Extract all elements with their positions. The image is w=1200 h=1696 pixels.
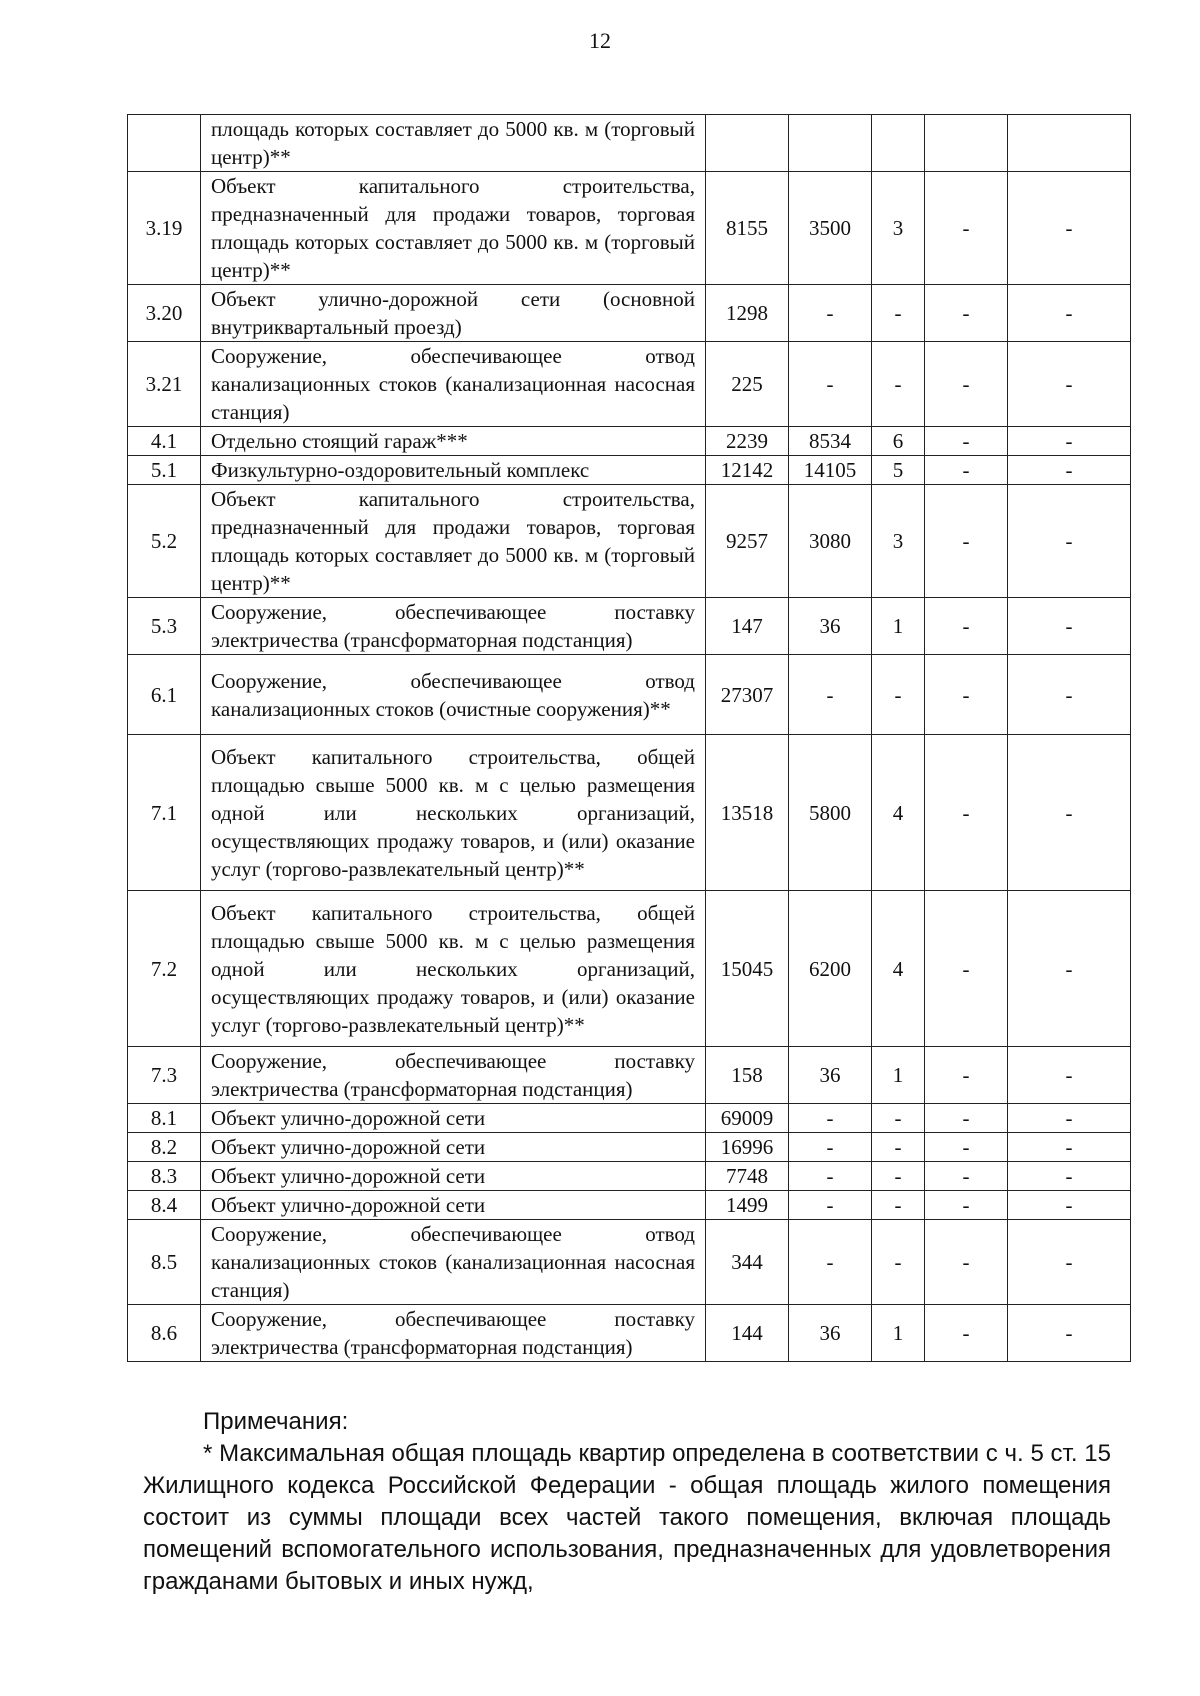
table-row [128,735,1131,891]
row-number: 5.3 [128,598,201,655]
row-value-1: 2239 [706,427,789,456]
row-value-3: 3 [872,172,925,285]
row-value-3: 1 [872,1047,925,1104]
row-value-4: - [925,1220,1008,1305]
row-value-3: 1 [872,598,925,655]
row-value-5: - [1008,1133,1131,1162]
row-number: 8.5 [128,1220,201,1305]
row-value-2 [789,115,872,172]
row-value-4: - [925,485,1008,598]
table-row [128,1191,1131,1220]
row-description: Отдельно стоящий гараж*** [201,427,706,456]
row-value-2: - [789,1133,872,1162]
row-value-2: 5800 [789,735,872,891]
row-number: 8.4 [128,1191,201,1220]
row-value-1: 147 [706,598,789,655]
row-number: 7.3 [128,1047,201,1104]
row-value-3: 4 [872,891,925,1047]
row-value-4: - [925,598,1008,655]
row-description: Сооружение, обеспечивающее отвод канализационных стоков (канализационная насосная станция) [201,342,706,427]
row-number: 7.2 [128,891,201,1047]
row-value-5: - [1008,1162,1131,1191]
row-value-4: - [925,342,1008,427]
row-value-1: 16996 [706,1133,789,1162]
table-row [128,1220,1131,1305]
row-description: Объект улично-дорожной сети [201,1104,706,1133]
row-value-2: 36 [789,1047,872,1104]
row-value-2: 36 [789,1305,872,1362]
row-value-5: - [1008,735,1131,891]
row-value-2: 3500 [789,172,872,285]
table-row [128,115,1131,172]
row-value-5: - [1008,891,1131,1047]
row-value-2: 14105 [789,456,872,485]
row-value-1: 144 [706,1305,789,1362]
row-number: 6.1 [128,655,201,735]
row-value-4: - [925,1104,1008,1133]
table-row [128,598,1131,655]
row-value-4: - [925,655,1008,735]
row-description: Сооружение, обеспечивающее отвод канализационных стоков (канализационная насосная станция) [201,1220,706,1305]
row-number: 4.1 [128,427,201,456]
row-value-5: - [1008,1104,1131,1133]
row-value-5: - [1008,598,1131,655]
row-description: Сооружение, обеспечивающее отвод канализационных стоков (очистные сооружения)** [201,655,706,735]
table-row [128,285,1131,342]
table-row [128,1104,1131,1133]
row-description: Сооружение, обеспечивающее поставку электричества (трансформаторная подстанция) [201,598,706,655]
row-value-4: - [925,456,1008,485]
row-value-1: 13518 [706,735,789,891]
row-description: Объект капитального строительства, общей площадью свыше 5000 кв. м с целью размещения одной или нескольких организаций, осуществляющих продажу товаров, и (или) оказание услуг (торгово-развлекательный центр)** [201,891,706,1047]
row-value-2: 3080 [789,485,872,598]
row-value-1: 12142 [706,456,789,485]
row-value-2: - [789,1220,872,1305]
row-value-3: 4 [872,735,925,891]
row-description: Объект капитального строительства, общей площадью свыше 5000 кв. м с целью размещения одной или нескольких организаций, осуществляющих продажу товаров, и (или) оказание услуг (торгово-развлекательный центр)** [201,735,706,891]
row-value-3: 3 [872,485,925,598]
row-number: 3.20 [128,285,201,342]
row-number: 5.2 [128,485,201,598]
row-value-1: 1298 [706,285,789,342]
row-value-5: - [1008,1191,1131,1220]
row-value-1 [706,115,789,172]
row-value-1: 27307 [706,655,789,735]
table-body [128,115,1131,1362]
row-value-5: - [1008,1220,1131,1305]
row-value-4: - [925,1191,1008,1220]
table-row [128,891,1131,1047]
row-description: Сооружение, обеспечивающее поставку электричества (трансформаторная подстанция) [201,1305,706,1362]
row-number: 5.1 [128,456,201,485]
row-value-5: - [1008,1305,1131,1362]
row-value-3: - [872,655,925,735]
row-value-5: - [1008,485,1131,598]
page-number: 12 [589,28,611,53]
table-row [128,485,1131,598]
row-description: Объект капитального строительства, предназначенный для продажи товаров, торговая площадь которых составляет до 5000 кв. м (торговый центр)** [201,172,706,285]
row-value-1: 158 [706,1047,789,1104]
table-row [128,172,1131,285]
row-value-2: - [789,285,872,342]
row-value-4: - [925,1305,1008,1362]
row-value-2: 8534 [789,427,872,456]
row-number: 3.21 [128,342,201,427]
row-value-3: - [872,1220,925,1305]
row-value-5: - [1008,172,1131,285]
row-description: Объект улично-дорожной сети [201,1162,706,1191]
row-number: 8.3 [128,1162,201,1191]
row-value-5 [1008,115,1131,172]
row-number: 8.1 [128,1104,201,1133]
row-value-4: - [925,735,1008,891]
row-value-5: - [1008,342,1131,427]
row-value-4: - [925,1133,1008,1162]
row-number: 8.2 [128,1133,201,1162]
row-value-1: 344 [706,1220,789,1305]
row-value-4: - [925,891,1008,1047]
row-value-3: 6 [872,427,925,456]
row-value-1: 9257 [706,485,789,598]
row-value-1: 7748 [706,1162,789,1191]
row-value-2: - [789,1191,872,1220]
row-value-4: - [925,1047,1008,1104]
row-value-5: - [1008,456,1131,485]
row-value-3: - [872,1162,925,1191]
row-value-3: 1 [872,1305,925,1362]
table-row [128,456,1131,485]
row-value-3: - [872,285,925,342]
row-value-1: 69009 [706,1104,789,1133]
row-value-3: - [872,1133,925,1162]
table-row [128,1305,1131,1362]
row-value-4: - [925,172,1008,285]
row-value-5: - [1008,1047,1131,1104]
table-row [128,1047,1131,1104]
row-description: площадь которых составляет до 5000 кв. м (торговый центр)** [201,115,706,172]
row-number: 3.19 [128,172,201,285]
row-value-3: - [872,1104,925,1133]
row-description: Объект улично-дорожной сети [201,1191,706,1220]
row-value-3: - [872,1191,925,1220]
row-value-2: - [789,1162,872,1191]
row-value-1: 1499 [706,1191,789,1220]
row-value-2: 36 [789,598,872,655]
table-row [128,427,1131,456]
row-number: 8.6 [128,1305,201,1362]
notes-title: Примечания: [203,1408,349,1435]
row-value-1: 8155 [706,172,789,285]
notes-section [143,1406,1111,1598]
row-description: Сооружение, обеспечивающее поставку электричества (трансформаторная подстанция) [201,1047,706,1104]
row-number [128,115,201,172]
row-value-4: - [925,1162,1008,1191]
row-description: Физкультурно-оздоровительный комплекс [201,456,706,485]
row-value-1: 15045 [706,891,789,1047]
row-number: 7.1 [128,735,201,891]
table-row [128,342,1131,427]
row-description: Объект капитального строительства, предназначенный для продажи товаров, торговая площадь которых составляет до 5000 кв. м (торговый центр)** [201,485,706,598]
row-value-1: 225 [706,342,789,427]
row-value-2: - [789,342,872,427]
table-row [128,655,1131,735]
row-value-4 [925,115,1008,172]
table-row [128,1133,1131,1162]
row-value-2: - [789,1104,872,1133]
table-row [128,1162,1131,1191]
row-value-2: - [789,655,872,735]
row-value-5: - [1008,655,1131,735]
row-value-4: - [925,427,1008,456]
row-value-3: - [872,342,925,427]
row-description: Объект улично-дорожной сети (основной внутриквартальный проезд) [201,285,706,342]
land-use-table [127,114,1131,1362]
row-description: Объект улично-дорожной сети [201,1133,706,1162]
row-value-5: - [1008,285,1131,342]
row-value-3 [872,115,925,172]
notes-text: * Максимальная общая площадь квартир определена в соответствии с ч. 5 ст. 15 Жилищного кодекса Российской Федерации - общая площадь жилого помещения состоит из суммы площади всех частей такого помещения, включая площадь помещений вспомогательного использования, предназначенных для удовлетворения гражданами бытовых и иных нужд, [143,1440,1111,1595]
row-value-4: - [925,285,1008,342]
row-value-2: 6200 [789,891,872,1047]
row-value-5: - [1008,427,1131,456]
row-value-3: 5 [872,456,925,485]
